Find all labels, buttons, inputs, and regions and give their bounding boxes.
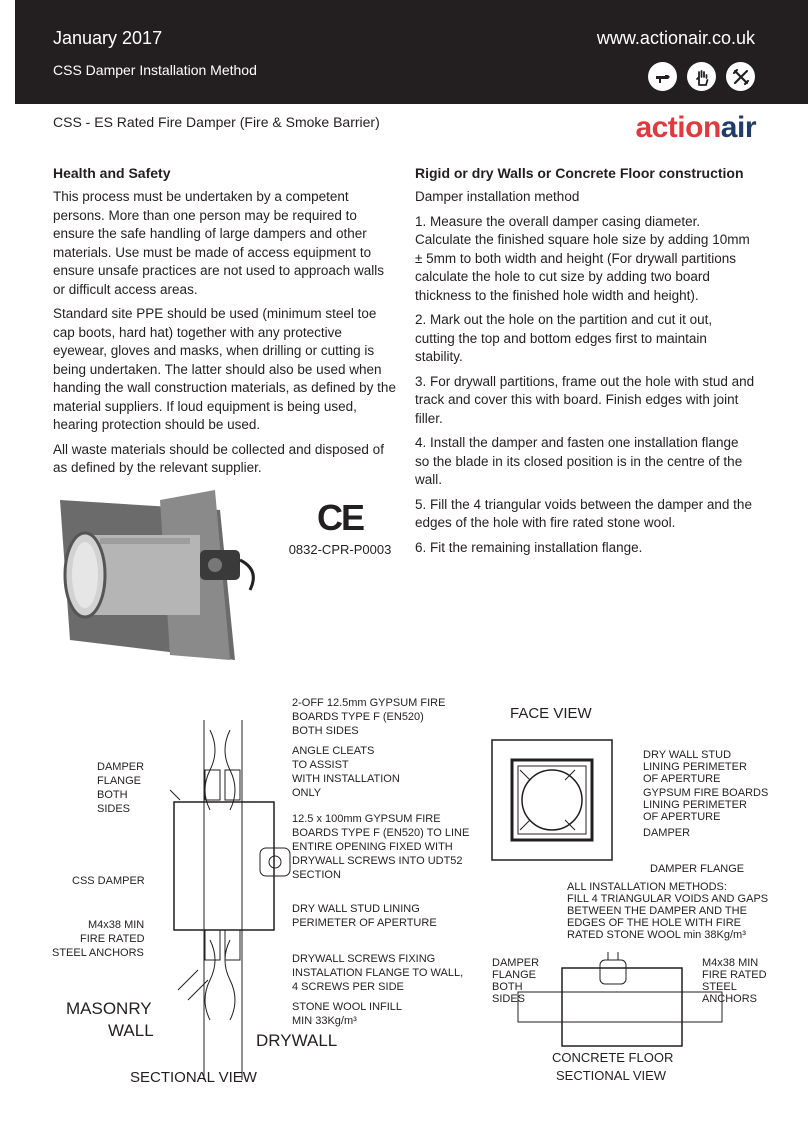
svg-text:SECTIONAL VIEW: SECTIONAL VIEW — [556, 1068, 667, 1083]
svg-text:M4x38 MIN: M4x38 MIN — [702, 957, 759, 969]
svg-text:DRY WALL STUD LINING: DRY WALL STUD LINING — [292, 903, 420, 915]
health-safety-paragraph-3: All waste materials should be collected and disposed of as defined by the relevant supplier. — [53, 441, 384, 475]
svg-text:DAMPER: DAMPER — [492, 957, 540, 969]
svg-text:MIN 33Kg/m³: MIN 33Kg/m³ — [292, 1015, 357, 1027]
svg-text:FILL 4 TRIANGULAR VOIDS AND GA: FILL 4 TRIANGULAR VOIDS AND GAPS — [567, 893, 769, 905]
svg-text:BOTH SIDES: BOTH SIDES — [292, 725, 359, 737]
svg-text:BETWEEN THE DAMPER AND THE: BETWEEN THE DAMPER AND THE — [567, 905, 747, 917]
svg-text:BOTH: BOTH — [97, 789, 128, 801]
svg-text:4 SCREWS PER SIDE: 4 SCREWS PER SIDE — [292, 981, 404, 993]
installation-diagram — [0, 690, 808, 1133]
installation-intro: Damper installation method — [415, 189, 580, 204]
svg-text:SECTIONAL VIEW: SECTIONAL VIEW — [130, 1069, 257, 1086]
svg-text:LINING PERIMETER: LINING PERIMETER — [643, 761, 747, 773]
health-safety-section — [53, 164, 398, 484]
svg-text:ONLY: ONLY — [292, 787, 322, 799]
installation-method-section — [415, 164, 755, 563]
ce-code: 0832-CPR-P0003 — [288, 542, 392, 557]
installation-step: 6. Fit the remaining installation flange. — [415, 539, 643, 555]
svg-text:RATED STONE WOOL min 38Kg/m³: RATED STONE WOOL min 38Kg/m³ — [567, 929, 746, 941]
svg-text:FIRE RATED: FIRE RATED — [702, 969, 767, 981]
header-url[interactable]: www.actionair.co.uk — [596, 28, 755, 48]
svg-text:SIDES: SIDES — [97, 803, 131, 815]
svg-text:DAMPER: DAMPER — [643, 827, 691, 839]
svg-text:BOARDS TYPE F (EN520) TO LINE: BOARDS TYPE F (EN520) TO LINE — [292, 827, 470, 839]
svg-text:12.5 x 100mm GYPSUM FIRE: 12.5 x 100mm GYPSUM FIRE — [292, 813, 441, 825]
svg-text:EDGES OF THE HOLE WITH FIRE: EDGES OF THE HOLE WITH FIRE — [567, 917, 741, 929]
svg-text:ANGLE CLEATS: ANGLE CLEATS — [292, 745, 375, 757]
header-icons — [648, 62, 755, 91]
svg-text:FLANGE: FLANGE — [492, 969, 537, 981]
product-subtitle: CSS - ES Rated Fire Damper (Fire & Smoke Barrier) — [53, 114, 380, 130]
health-safety-paragraph-2: Standard site PPE should be used (minimum steel toe cap boots, hard hat) together with any protective eyewear, gloves and masks, when drilling or cutting is being undertaken. The latter should also be used when handing the wall construction materials, as defined by the material suppliers. If loud equipment is being used, hearing protection should be used. — [53, 306, 396, 432]
ce-mark: CE — [316, 497, 363, 538]
svg-text:SECTION: SECTION — [292, 869, 341, 881]
header-date: January 2017 — [53, 28, 163, 48]
installation-tool-icon — [648, 62, 677, 91]
svg-text:ANCHORS: ANCHORS — [702, 993, 758, 1005]
svg-text:ENTIRE OPENING FIXED WITH: ENTIRE OPENING FIXED WITH — [292, 841, 453, 853]
svg-text:FACE VIEW: FACE VIEW — [510, 705, 592, 722]
svg-text:DRYWALL SCREWS INTO UDT52: DRYWALL SCREWS INTO UDT52 — [292, 855, 463, 867]
svg-text:DRYWALL SCREWS FIXING: DRYWALL SCREWS FIXING — [292, 953, 436, 965]
svg-text:DAMPER: DAMPER — [97, 761, 145, 773]
svg-text:STEEL: STEEL — [702, 981, 737, 993]
svg-text:STONE WOOL INFILL: STONE WOOL INFILL — [292, 1001, 403, 1013]
installation-step: 1. Measure the overall damper casing diameter. Calculate the finished square hole size by adding 10mm ± 5mm to both width and height (For drywall partitions calculate the hole to cut size by adding two board thickness to the finished hole width and height). — [415, 213, 750, 303]
svg-text:2-OFF 12.5mm GYPSUM FIRE: 2-OFF 12.5mm GYPSUM FIRE — [292, 697, 446, 709]
hand-touch-icon — [687, 62, 716, 91]
svg-text:FIRE RATED: FIRE RATED — [80, 933, 145, 945]
svg-text:DRYWALL: DRYWALL — [256, 1031, 338, 1050]
sectional-labels — [52, 697, 469, 1086]
header-doc-title: CSS Damper Installation Method — [53, 62, 257, 78]
svg-text:SIDES: SIDES — [492, 993, 526, 1005]
svg-text:DRY WALL STUD: DRY WALL STUD — [643, 749, 732, 761]
tools-crossed-icon — [726, 62, 755, 91]
svg-text:CSS DAMPER: CSS DAMPER — [72, 875, 145, 887]
sectional-view-drawing — [170, 720, 290, 1080]
svg-text:DAMPER FLANGE: DAMPER FLANGE — [650, 863, 745, 875]
svg-text:CONCRETE FLOOR: CONCRETE FLOOR — [552, 1050, 674, 1065]
damper-product-image — [40, 480, 280, 670]
svg-text:WITH INSTALLATION: WITH INSTALLATION — [292, 773, 400, 785]
svg-text:BOARDS TYPE F (EN520): BOARDS TYPE F (EN520) — [292, 711, 424, 723]
installation-step: 2. Mark out the hole on the partition and cut it out, cutting the top and bottom edges first to maintain stability. — [415, 312, 713, 364]
health-safety-paragraph-1: This process must be undertaken by a competent persons. More than one person may be required to ensure the safe handling of large dampers and other materials. Use must be made of access equipment to ensure unsafe practices are not used to approach walls or difficult access areas. — [53, 189, 384, 297]
svg-text:FLANGE: FLANGE — [97, 775, 142, 787]
svg-text:TO ASSIST: TO ASSIST — [292, 759, 349, 771]
floor-section-drawing — [518, 952, 722, 1046]
svg-text:ALL INSTALLATION METHODS:: ALL INSTALLATION METHODS: — [567, 881, 727, 893]
installation-step: 4. Install the damper and fasten one installation flange so the blade in its closed position is in the centre of the wall. — [415, 435, 743, 487]
svg-text:LINING PERIMETER: LINING PERIMETER — [643, 799, 747, 811]
floor-section-labels — [492, 957, 767, 1083]
svg-text:OF APERTURE: OF APERTURE — [643, 773, 721, 785]
svg-text:OF APERTURE: OF APERTURE — [643, 811, 721, 823]
installation-step: 5. Fill the 4 triangular voids between the damper and the edges of the hole with fire rated stone wool. — [415, 496, 752, 530]
health-safety-heading: Health and Safety — [53, 165, 171, 181]
svg-text:MASONRY: MASONRY — [66, 999, 152, 1018]
installation-heading: Rigid or dry Walls or Concrete Floor construction — [415, 165, 744, 181]
svg-text:STEEL ANCHORS: STEEL ANCHORS — [52, 947, 144, 959]
face-view-drawing — [492, 740, 612, 860]
installation-step: 3. For drywall partitions, frame out the hole with stud and track and cover this with board. Finish edges with joint filler. — [415, 373, 755, 426]
ce-certification — [285, 498, 395, 557]
svg-text:INSTALATION FLANGE TO WALL,: INSTALATION FLANGE TO WALL, — [292, 967, 464, 979]
svg-text:BOTH: BOTH — [492, 981, 523, 993]
actionair-logo: actionair — [635, 111, 756, 144]
svg-text:M4x38 MIN: M4x38 MIN — [88, 919, 145, 931]
header-band — [15, 0, 808, 104]
svg-text:PERIMETER OF APERTURE: PERIMETER OF APERTURE — [292, 917, 437, 929]
svg-text:GYPSUM FIRE BOARDS: GYPSUM FIRE BOARDS — [643, 787, 769, 799]
svg-text:WALL: WALL — [108, 1021, 154, 1040]
